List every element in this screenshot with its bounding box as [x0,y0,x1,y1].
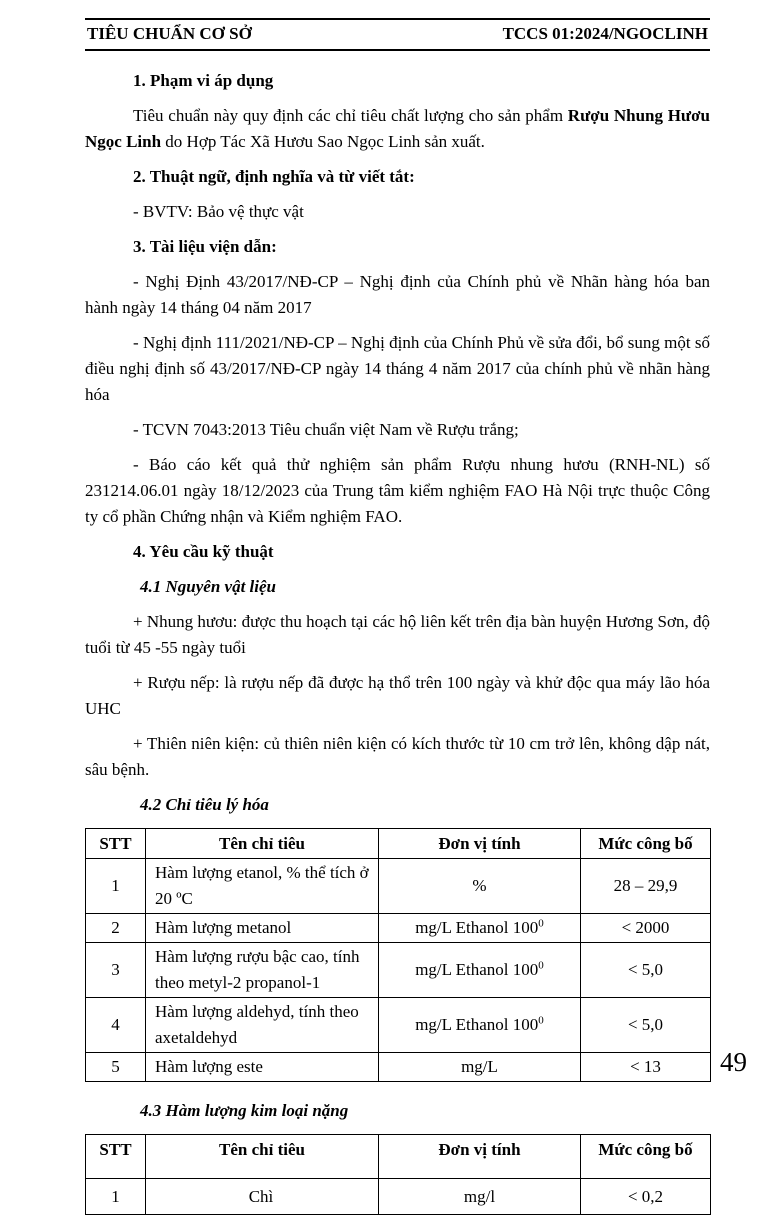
page-number: 49 [720,1047,747,1077]
column-header-stt: STT [86,829,146,859]
section-1-paragraph [85,103,710,155]
column-header-unit: Đơn vị tính [379,829,581,859]
table-row [86,1053,711,1082]
cell-level: 28 – 29,9 [581,859,711,914]
cell-level: < 5,0 [581,998,711,1053]
cell-stt: 5 [86,1053,146,1082]
section-1-text-pre: Tiêu chuẩn này quy định các chỉ tiêu chất lượng cho sản phẩm [133,106,568,125]
unit-superscript: 0 [538,1014,544,1027]
table-row [86,1179,711,1215]
column-header-stt: STT [86,1135,146,1179]
unit-superscript: 0 [538,959,544,972]
section-3-item-test-report: - Báo cáo kết quả thử nghiệm sản phẩm Rượu nhung hươu (RNH-NL) số 231214.06.01 ngày 18/12/2023 của Trung tâm kiểm nghiệm FAO Hà Nội trực thuộc Công ty cổ phần Chứng nhận và Kiểm nghiệm FAO. [85,455,710,526]
column-header-unit: Đơn vị tính [379,1135,581,1179]
section-3-item-decree-111: - Nghị định 111/2021/NĐ-CP – Nghị định của Chính Phủ về sửa đổi, bổ sung một số điều nghị định số 43/2017/NĐ-CP ngày 14 tháng 4 năm 2017 của chính phủ về nhãn hàng hóa [85,333,710,404]
column-header-criterion: Tên chỉ tiêu [146,829,379,859]
table-row [86,914,711,943]
section-4-1-item-wine: + Rượu nếp: là rượu nếp đã được hạ thổ trên 100 ngày và khử độc qua máy lão hóa UHC [85,673,710,718]
cell-level: < 5,0 [581,943,711,998]
cell-unit: mg/L Ethanol $100^0$ [379,998,581,1053]
section-1-heading: 1. Phạm vi áp dụng [133,71,274,90]
section-4-1-heading: 4.1 Nguyên vật liệu [140,577,276,596]
cell-unit: % [379,859,581,914]
physico-chemical-table [85,828,711,1082]
column-header-level: Mức công bố [581,829,711,859]
section-4-heading: 4. Yêu cầu kỹ thuật [133,542,274,561]
running-header [85,18,710,51]
table-header-row [86,1135,711,1179]
cell-unit: mg/L Ethanol $100^0$ [379,914,581,943]
section-2-heading: 2. Thuật ngữ, định nghĩa và từ viết tắt: [133,167,415,186]
cell-name: Hàm lượng este [146,1053,379,1082]
section-3-item-tcvn-7043: - TCVN 7043:2013 Tiêu chuẩn việt Nam về Rượu trắng; [133,420,519,439]
section-2-item-bvtv: - BVTV: Bảo vệ thực vật [133,202,304,221]
section-1-text-post: do Hợp Tác Xã Hươu Sao Ngọc Linh sản xuất. [161,132,485,151]
table-row [86,998,711,1053]
section-4-1-item-root: + Thiên niên kiện: củ thiên niên kiện có kích thước từ 10 cm trở lên, không dập nát, sâu bệnh. [85,734,710,779]
table-header-row [86,829,711,859]
section-4-1-item-antler: + Nhung hươu: được thu hoạch tại các hộ liên kết trên địa bàn huyện Hương Sơn, độ tuổi từ 45 -55 ngày tuổi [85,612,710,657]
column-header-level: Mức công bố [581,1135,711,1179]
cell-stt: 3 [86,943,146,998]
cell-name: Hàm lượng metanol [146,914,379,943]
table-row [86,943,711,998]
cell-level: < 13 [581,1053,711,1082]
cell-level: < 2000 [581,914,711,943]
cell-name: Chì [146,1179,379,1215]
cell-stt: 1 [86,859,146,914]
cell-name: Hàm lượng rượu bậc cao, tính theo metyl-2 propanol-1 [146,943,379,998]
heavy-metals-table [85,1134,711,1215]
section-3-item-decree-43: - Nghị Định 43/2017/NĐ-CP – Nghị định của Chính phủ về Nhãn hàng hóa ban hành ngày 14 tháng 04 năm 2017 [85,272,710,317]
unit-superscript: 0 [538,917,544,930]
cell-stt: 4 [86,998,146,1053]
cell-name: Hàm lượng etanol, % thể tích ở 20 ºC [146,859,379,914]
header-left-title: TIÊU CHUẨN CƠ SỞ [87,24,252,43]
cell-stt: 1 [86,1179,146,1215]
table-row [86,859,711,914]
cell-name: Hàm lượng aldehyd, tính theo axetaldehyd [146,998,379,1053]
cell-unit: mg/L [379,1053,581,1082]
section-4-3-heading: 4.3 Hàm lượng kim loại nặng [140,1101,349,1120]
cell-unit: mg/L Ethanol $100^0$ [379,943,581,998]
cell-level: < 0,2 [581,1179,711,1215]
section-3-heading: 3. Tài liệu viện dẫn: [133,237,277,256]
cell-unit: mg/l [379,1179,581,1215]
product-name-bold: Rượu Nhung Hươu Ngọc Linh [85,106,711,151]
column-header-criterion: Tên chỉ tiêu [146,1135,379,1179]
cell-stt: 2 [86,914,146,943]
section-4-2-heading: 4.2 Chỉ tiêu lý hóa [140,795,269,814]
header-right-code: TCCS 01:2024/NGOCLINH [502,24,708,43]
